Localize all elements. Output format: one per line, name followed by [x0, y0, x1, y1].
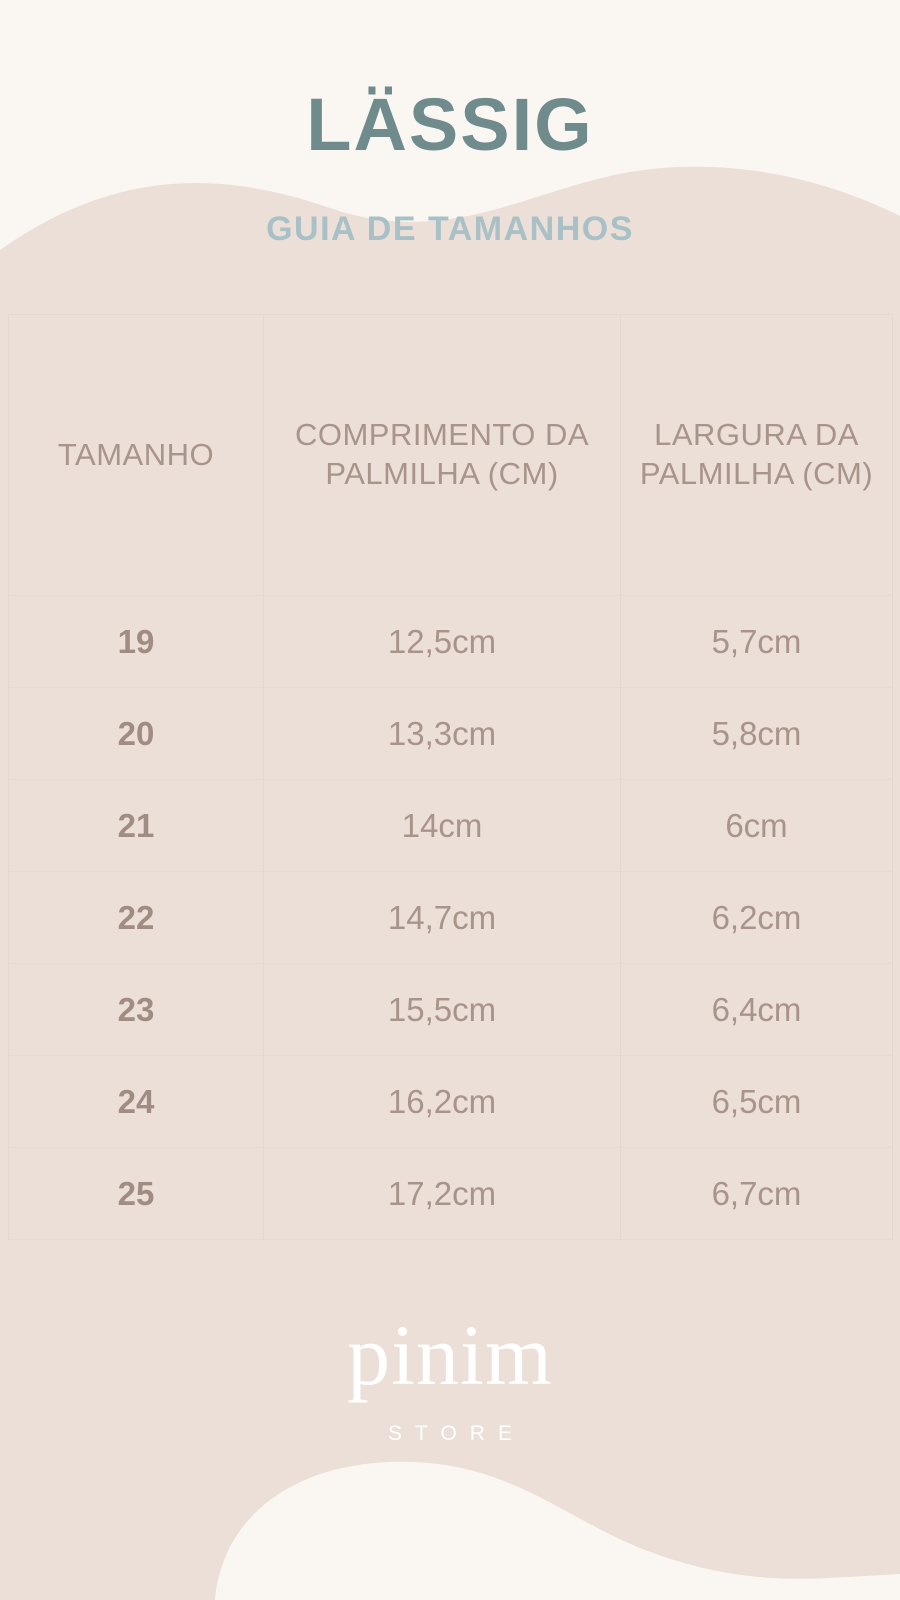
table-row	[9, 872, 893, 964]
store-logo-subtext: STORE	[388, 1422, 525, 1445]
cell-length: 15,5cm	[264, 964, 621, 1056]
cell-width: 6cm	[621, 780, 893, 872]
cell-size: 21	[9, 780, 264, 872]
cell-length: 13,3cm	[264, 688, 621, 780]
table-row	[9, 1148, 893, 1240]
table-row	[9, 1056, 893, 1148]
column-header-insole-width: LARGURA DA PALMILHA (CM)	[621, 315, 893, 596]
table-row	[9, 964, 893, 1056]
cell-width: 6,5cm	[621, 1056, 893, 1148]
store-logo	[0, 1307, 900, 1446]
cell-width: 5,8cm	[621, 688, 893, 780]
size-table	[8, 314, 893, 1240]
cell-width: 6,7cm	[621, 1148, 893, 1240]
column-header-insole-length: COMPRIMENTO DA PALMILHA (CM)	[264, 315, 621, 596]
cell-size: 19	[9, 596, 264, 688]
cell-size: 24	[9, 1056, 264, 1148]
column-header-size: TAMANHO	[9, 315, 264, 596]
cell-length: 12,5cm	[264, 596, 621, 688]
table-row	[9, 596, 893, 688]
size-table-container	[0, 314, 900, 1240]
cell-length: 16,2cm	[264, 1056, 621, 1148]
table-row	[9, 688, 893, 780]
table-row	[9, 780, 893, 872]
cell-length: 14,7cm	[264, 872, 621, 964]
cell-size: 25	[9, 1148, 264, 1240]
cell-width: 6,2cm	[621, 872, 893, 964]
brand-title: LÄSSIG	[306, 83, 594, 166]
cell-size: 23	[9, 964, 264, 1056]
cell-size: 22	[9, 872, 264, 964]
table-header-row	[9, 315, 893, 596]
cell-size: 20	[9, 688, 264, 780]
store-logo-wordmark: pinim	[347, 1307, 553, 1403]
cell-width: 5,7cm	[621, 596, 893, 688]
cell-length: 17,2cm	[264, 1148, 621, 1240]
cell-length: 14cm	[264, 780, 621, 872]
page-subtitle: GUIA DE TAMANHOS	[266, 210, 634, 248]
cell-width: 6,4cm	[621, 964, 893, 1056]
